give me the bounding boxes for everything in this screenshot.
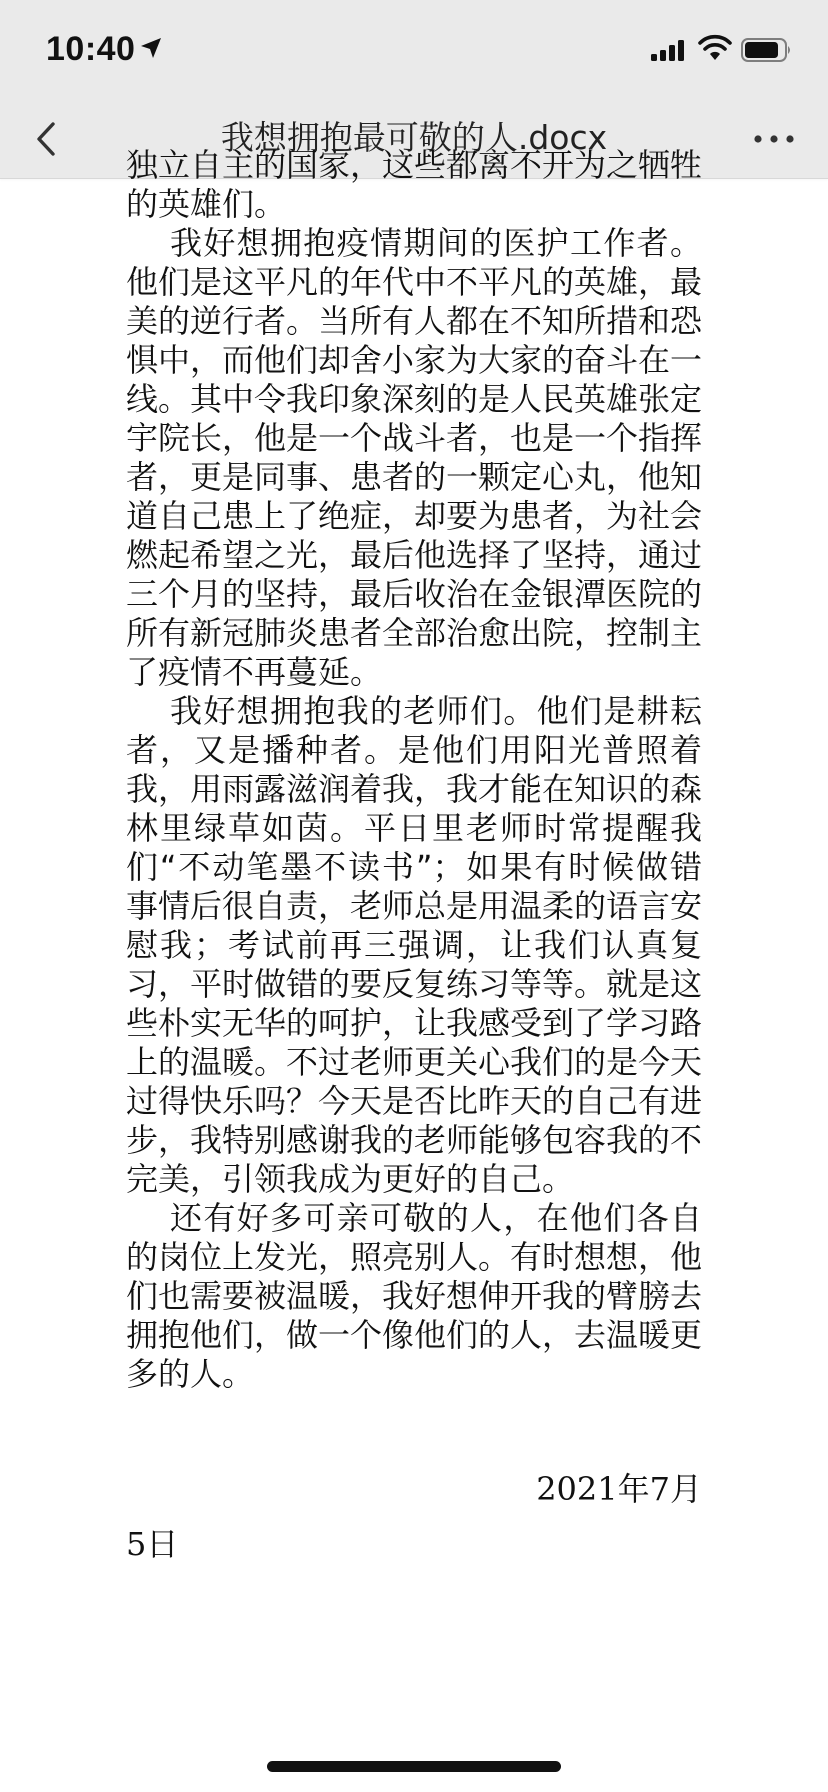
wifi-icon	[698, 36, 732, 62]
date-line-2: 5日	[126, 1525, 179, 1563]
paragraph: 我好想拥抱疫情期间的医护工作者。他们是这平凡的年代中不平凡的英雄，最美的逆行者。当所有人都在不知所措和恐惧中，而他们却舍小家为大家的奋斗在一线。其中令我印象深刻的是人民英雄张定宇院长，他是一个战斗者，也是一个指挥者，更是同事、患者的一颗定心丸，他知道自己患上了绝症，却要为患者，为社会燃起希望之光，最后他选择了坚持，通过三个月的坚持，最后收治在金银潭医院的所有新冠肺炎患者全部治愈出院，控制主了疫情不再蔓延。	[126, 224, 703, 691]
date-line-1: 2021年7月	[536, 1470, 702, 1508]
paragraph: 我好想拥抱我的老师们。他们是耕耘者，又是播种者。是他们用阳光普照着我，用雨露滋润着我，我才能在知识的森林里绿草如茵。平日里老师时常提醒我们“不动笔墨不读书”；如果有时候做错事情后很自责，老师总是用温柔的语言安慰我；考试前再三强调，让我们认真复习，平时做错的要反复练习等等。就是这些朴实无华的呵护，让我感受到了学习路上的温暖。不过老师更关心我们的是今天过得快乐吗？今天是否比昨天的自己有进步，我特别感谢我的老师能够包容我的不完美，引领我成为更好的自己。	[126, 692, 703, 1198]
battery-icon	[741, 37, 793, 63]
ellipsis-icon	[750, 120, 798, 158]
home-indicator[interactable]	[267, 1761, 561, 1772]
location-arrow-icon	[139, 36, 163, 60]
document-content	[126, 146, 702, 1564]
chevron-left-icon	[26, 110, 72, 168]
status-bar	[0, 0, 828, 100]
document-viewer[interactable]	[126, 146, 703, 1738]
cellular-signal-icon	[650, 38, 688, 62]
paragraph: 独立自主的国家，这些都离不开为之牺牲的英雄们。	[126, 146, 703, 223]
page-title: 我想拥抱最可敬的人.docx	[220, 118, 608, 157]
back-button[interactable]	[26, 110, 72, 168]
paragraph: 还有好多可亲可敬的人，在他们各自的岗位上发光，照亮别人。有时想想，他们也需要被温暖，我好想伸开我的臂膀去拥抱他们，做一个像他们的人，去温暖更多的人。	[126, 1199, 703, 1393]
status-time: 10:40	[46, 30, 136, 68]
more-options-button[interactable]	[750, 120, 798, 158]
document-date	[126, 1470, 702, 1564]
